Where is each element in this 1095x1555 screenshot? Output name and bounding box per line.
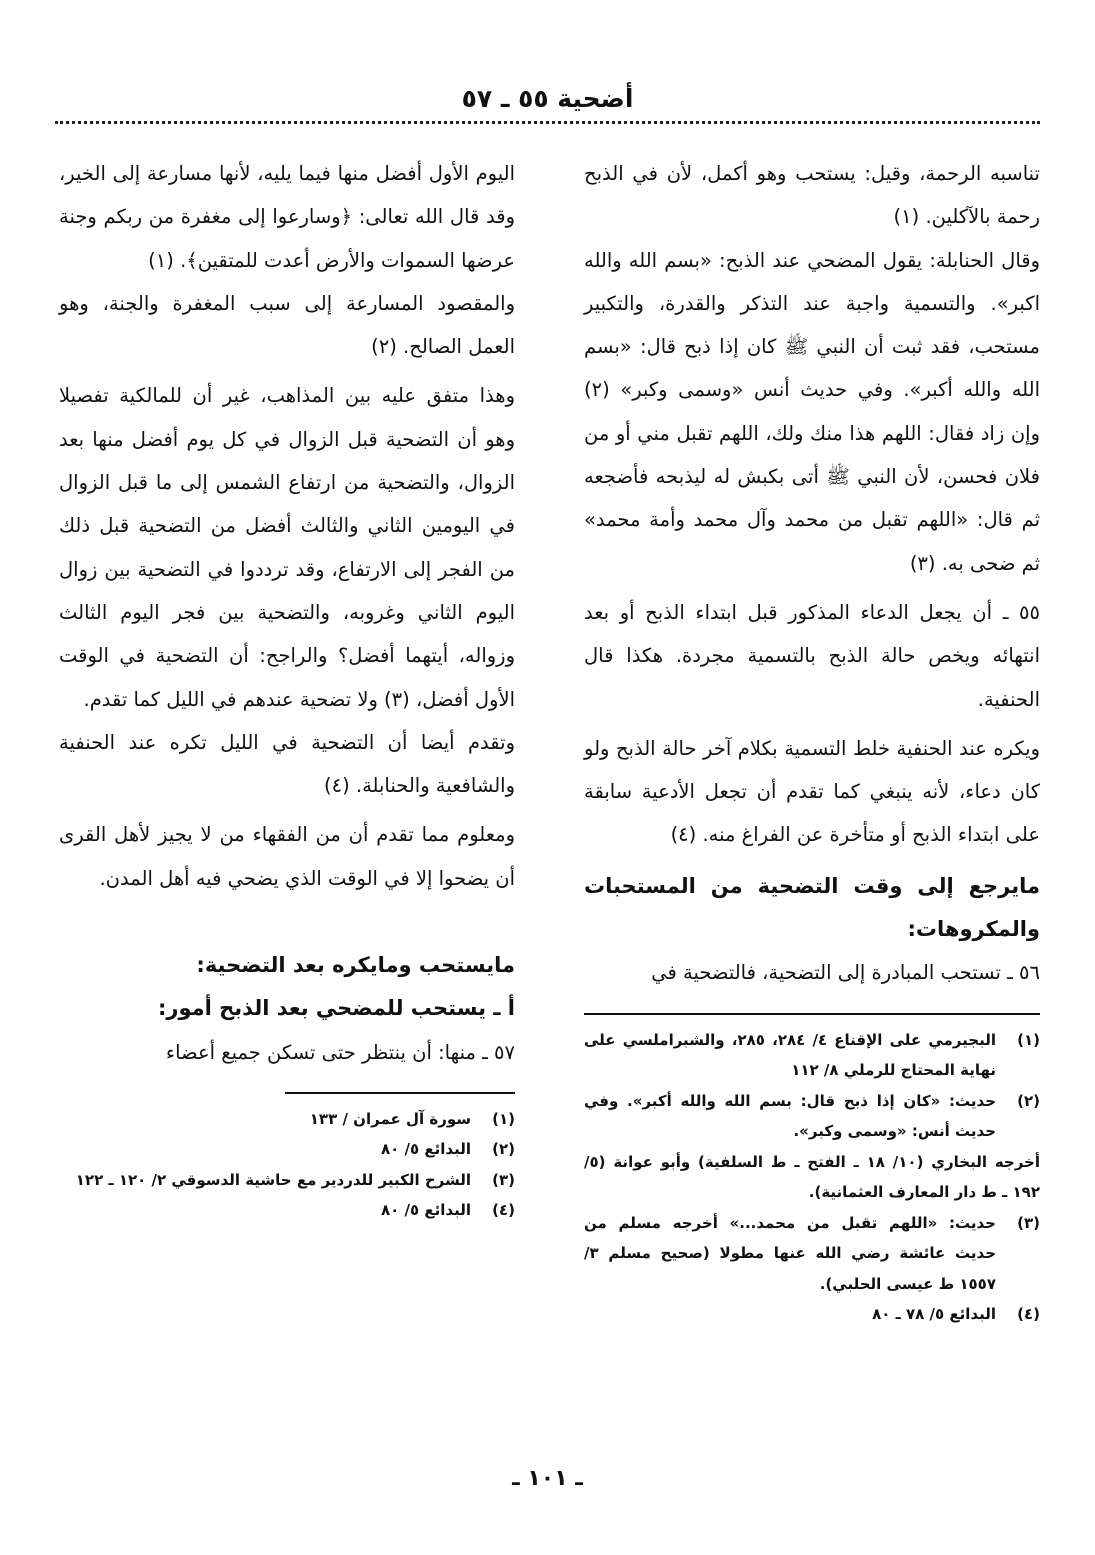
footnote-number: (٤) <box>1017 1305 1040 1324</box>
footnote-divider <box>584 1013 1040 1015</box>
left-column <box>59 152 515 1226</box>
running-header: أضحية ٥٥ ـ ٥٧ <box>461 84 634 113</box>
header-divider <box>55 121 1040 124</box>
paragraph: وتقدم أيضا أن التضحية في الليل تكره عند الحنفية والشافعية والحنابلة. (٤) <box>59 730 515 798</box>
footnote-text: البجيرمي على الإقناع ٤/ ٢٨٤، ٢٨٥، والشبراملسي على نهاية المحتاج للرملي ٨/ ١١٢ <box>584 1030 996 1080</box>
section-heading: مايرجع إلى وقت التضحية من المستحبات والمكروهات: <box>584 873 1040 942</box>
paragraph: اليوم الأول أفضل منها فيما يليه، لأنها مسارعة إلى الخير، وقد قال الله تعالى: ﴿وسارعوا إلى مغفرة من ربكم وجنة عرضها السموات والأرض أعدت للمتقين﴾. (١) <box>59 162 515 272</box>
paragraph: ومعلوم مما تقدم أن من الفقهاء من لا يجيز لأهل القرى أن يضحوا إلا في الوقت الذي يضحي فيه أهل المدن. <box>59 823 515 890</box>
paragraph: تناسبه الرحمة، وقيل: يستحب وهو أكمل، لأن في الذبح رحمة بالآكلين. (١) <box>584 162 1040 229</box>
footnote <box>584 1025 1040 1086</box>
footnote <box>584 1147 1040 1208</box>
paragraph: ٥٧ ـ منها: أن ينتظر حتى تسكن جميع أعضاء <box>165 1040 515 1064</box>
footnote-number: (٣) <box>492 1170 515 1189</box>
footnote-list <box>59 1104 515 1226</box>
footnote-number: (٢) <box>1017 1091 1040 1110</box>
footnote-text: البدائع ٥/ ٨٠ <box>381 1140 471 1159</box>
footnote-number: (١) <box>1017 1030 1040 1049</box>
paragraph: وقال الحنابلة: يقول المضحي عند الذبح: «بسم الله والله اكبر». والتسمية واجبة عند التذكر والقدرة، والتكبير مستحب، فقد ثبت أن النبي ﷺ كان إذا ذبح قال: «بسم الله والله أكبر». وفي حديث أنس «وسمى وكبر» (٢) وإن زاد فقال: اللهم هذا منك ولك، اللهم تقبل مني أو من فلان فحسن، لأن النبي ﷺ أتى بكبش له ليذبحه فأضجعه ثم قال: «اللهم تقبل من محمد وآل محمد وأمة محمد» ثم ضحى به. (٣) <box>584 248 1040 575</box>
paragraph: ٥٥ ـ أن يجعل الدعاء المذكور قبل ابتداء الذبح أو بعد انتهائه ويخص حالة الذبح بالتسمية مجردة. هكذا قال الحنفية. <box>584 600 1040 711</box>
footnote <box>59 1195 515 1226</box>
footnote-text: البدائع ٥/ ٧٨ ـ ٨٠ <box>872 1305 996 1324</box>
footnote-text: البدائع ٥/ ٨٠ <box>381 1201 471 1220</box>
paragraph: وهذا متفق عليه بين المذاهب، غير أن للمالكية تفصيلا وهو أن التضحية قبل الزوال في كل يوم أفضل منها بعد الزوال، والتضحية من ارتفاع الشمس إلى ما قبل الزوال في اليومين الثاني والثالث أفضل من التضحية قبل ذلك من الفجر إلى الارتفاع، وقد ترددوا في التضحية بين زوال اليوم الثاني وغروبه، والتضحية بين فجر اليوم الثالث وزواله، أيتهما أفضل؟ والراجح: أن التضحية في الوقت الأول أفضل، (٣) ولا تضحية عندهم في الليل كما تقدم. <box>59 384 515 711</box>
footnote-divider <box>285 1092 515 1094</box>
footnote <box>584 1208 1040 1300</box>
footnote <box>59 1165 515 1196</box>
footnote <box>584 1299 1040 1330</box>
paragraph: ٥٦ ـ تستحب المبادرة إلى التضحية، فالتضحية في <box>651 961 1040 985</box>
footnote-text: حديث: «اللهم تقبل من محمد...» أخرجه مسلم من حديث عائشة رضي الله عنها مطولا (صحيح مسلم ٣/ ١٥٥٧ ط عيسى الحلبي). <box>584 1213 996 1293</box>
footnote-number: (١) <box>492 1109 515 1128</box>
section-heading: مايستحب ومايكره بعد التضحية: <box>196 953 515 978</box>
footnote-list <box>584 1025 1040 1330</box>
footnote-number: (٢) <box>492 1140 515 1159</box>
footnote-number: (٤) <box>492 1201 515 1220</box>
page-number: ـ ١٠١ ـ <box>512 1466 583 1491</box>
right-column <box>584 152 1040 1330</box>
footnote-text: أخرجه البخاري (١٠/ ١٨ ـ الفتح ـ ط السلفية) وأبو عوانة (٥/ ١٩٢ ـ ط دار المعارف العثمانية). <box>584 1152 1041 1202</box>
footnote <box>584 1086 1040 1147</box>
paragraph: والمقصود المسارعة إلى سبب المغفرة والجنة، وهو العمل الصالح. (٢) <box>59 291 515 359</box>
paragraph: ويكره عند الحنفية خلط التسمية بكلام آخر حالة الذبح ولو كان دعاء، لأنه ينبغي كما تقدم أن تجعل الأدعية سابقة على ابتداء الذبح أو متأخرة عن الفراغ منه. (٤) <box>584 736 1040 847</box>
footnote-text: سورة آل عمران / ١٣٣ <box>309 1109 471 1128</box>
footnote <box>59 1134 515 1165</box>
footnote <box>59 1104 515 1135</box>
subsection-heading: أ ـ يستحب للمضحي بعد الذبح أمور: <box>158 996 515 1021</box>
footnote-text: حديث: «كان إذا ذبح قال: بسم الله والله أكبر». وفي حديث أنس: «وسمى وكبر». <box>584 1091 996 1141</box>
footnote-text: الشرح الكبير للدردير مع حاشية الدسوقي ٢/ ١٢٠ ـ ١٢٢ <box>75 1170 471 1189</box>
footnote-number: (٣) <box>1017 1213 1040 1232</box>
